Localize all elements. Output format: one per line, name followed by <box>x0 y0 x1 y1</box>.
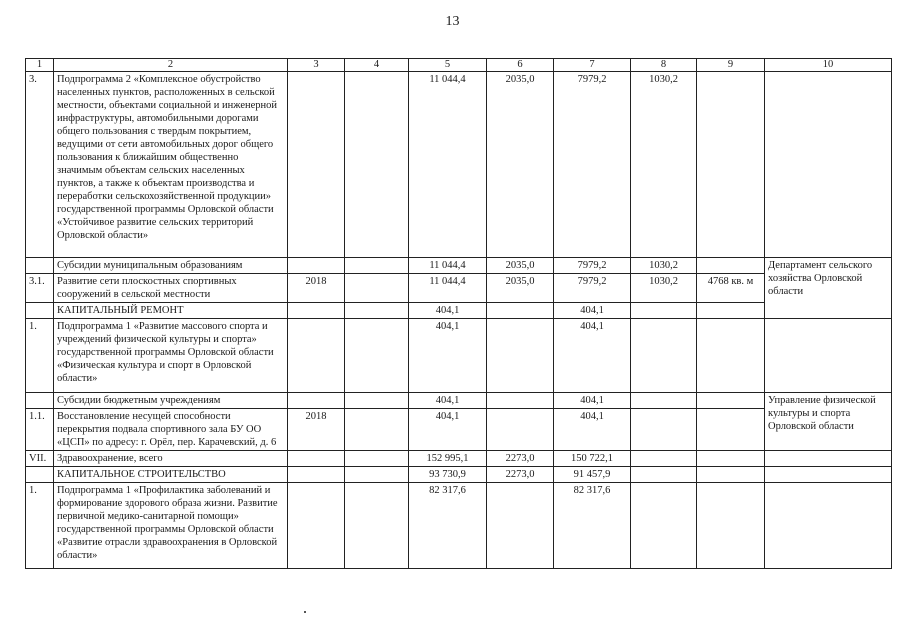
regional-cell: 404,1 <box>554 409 631 451</box>
year-cell <box>288 393 345 409</box>
row-number: 1.1. <box>26 409 54 451</box>
regional-cell: 91 457,9 <box>554 467 631 483</box>
row-name: Восстановление несущей способности перекрытия подвала спортивного зала БУ ОО «ЦСП» по адресу: г. Орёл, пер. Карачевский, д. 6 <box>54 409 288 451</box>
total-cell: 82 317,6 <box>409 483 487 569</box>
year-cell <box>288 303 345 319</box>
regional-cell: 404,1 <box>554 303 631 319</box>
row-number <box>26 467 54 483</box>
total-cell: 404,1 <box>409 303 487 319</box>
col4-cell <box>345 303 409 319</box>
year-cell: 2018 <box>288 274 345 303</box>
capacity-cell <box>697 409 765 451</box>
table-row <box>26 258 892 274</box>
col4-cell <box>345 409 409 451</box>
total-cell: 11 044,4 <box>409 274 487 303</box>
header-cell: 2 <box>54 59 288 72</box>
header-cell: 1 <box>26 59 54 72</box>
total-cell: 93 730,9 <box>409 467 487 483</box>
responsible-cell <box>765 319 892 393</box>
row-name: Развитие сети плоскостных спортивных сооружений в сельской местности <box>54 274 288 303</box>
header-cell: 7 <box>554 59 631 72</box>
regional-cell: 404,1 <box>554 319 631 393</box>
table-row <box>26 467 892 483</box>
capacity-cell <box>697 467 765 483</box>
year-cell <box>288 258 345 274</box>
responsible-cell <box>765 467 892 483</box>
row-number: 3.1. <box>26 274 54 303</box>
col4-cell <box>345 319 409 393</box>
table-row <box>26 483 892 569</box>
local-cell <box>631 409 697 451</box>
header-cell: 10 <box>765 59 892 72</box>
federal-cell: 2035,0 <box>487 258 554 274</box>
row-name: Субсидии муниципальным образованиям <box>54 258 288 274</box>
row-number <box>26 303 54 319</box>
responsible-cell <box>765 303 892 319</box>
col4-cell <box>345 258 409 274</box>
table-row <box>26 319 892 393</box>
col4-cell <box>345 451 409 467</box>
federal-cell: 2035,0 <box>487 72 554 258</box>
row-number: 1. <box>26 483 54 569</box>
row-number <box>26 393 54 409</box>
row-name: Подпрограмма 2 «Комплексное обустройство населенных пунктов, расположенных в сельской местности, объектами социальной и инженерной инфраструктуры, автомобильными дорогами общего пользования с твердым покрытием, ведущими от сети автомобильных дорог общего пользования к ближайшим общественно значимым объектам сельских населенных пунктов, а также к объектам производства и переработки сельскохозяйственной продукции» государственной программы Орловской области «Устойчивое развитие сельских территорий Орловской области» <box>54 72 288 258</box>
year-cell <box>288 72 345 258</box>
capacity-cell <box>697 72 765 258</box>
local-cell: 1030,2 <box>631 274 697 303</box>
federal-cell: 2273,0 <box>487 467 554 483</box>
capacity-cell <box>697 319 765 393</box>
budget-table <box>25 58 892 569</box>
row-name: Здравоохранение, всего <box>54 451 288 467</box>
year-cell <box>288 483 345 569</box>
table-row <box>26 393 892 409</box>
capacity-cell <box>697 258 765 274</box>
row-name: КАПИТАЛЬНЫЙ РЕМОНТ <box>54 303 288 319</box>
header-row <box>26 59 892 72</box>
header-cell: 4 <box>345 59 409 72</box>
regional-cell: 7979,2 <box>554 274 631 303</box>
federal-cell <box>487 483 554 569</box>
total-cell: 11 044,4 <box>409 258 487 274</box>
federal-cell <box>487 393 554 409</box>
capacity-cell <box>697 483 765 569</box>
responsible-cell <box>765 451 892 467</box>
responsible-cell: Управление физической культуры и спорта Орловской области <box>765 393 892 451</box>
table-row <box>26 451 892 467</box>
header-cell: 3 <box>288 59 345 72</box>
scan-speck <box>304 611 306 613</box>
capacity-cell: 4768 кв. м <box>697 274 765 303</box>
row-name: Подпрограмма 1 «Профилактика заболеваний и формирование здорового образа жизни. Развитие первичной медико-санитарной помощи» государственной программы Орловской области «Развитие отрасли здравоохранения в Орловской области» <box>54 483 288 569</box>
year-cell <box>288 319 345 393</box>
table-row <box>26 72 892 258</box>
year-cell <box>288 467 345 483</box>
col4-cell <box>345 393 409 409</box>
federal-cell <box>487 409 554 451</box>
local-cell <box>631 393 697 409</box>
year-cell: 2018 <box>288 409 345 451</box>
row-number: 3. <box>26 72 54 258</box>
regional-cell: 7979,2 <box>554 72 631 258</box>
total-cell: 404,1 <box>409 393 487 409</box>
header-cell: 6 <box>487 59 554 72</box>
row-name: Подпрограмма 1 «Развитие массового спорта и учреждений физической культуры и спорта» государственной программы Орловской области «Физическая культура и спорт в Орловской области» <box>54 319 288 393</box>
col4-cell <box>345 72 409 258</box>
table-row <box>26 274 892 303</box>
row-number <box>26 258 54 274</box>
header-cell: 8 <box>631 59 697 72</box>
federal-cell <box>487 319 554 393</box>
col4-cell <box>345 467 409 483</box>
regional-cell: 7979,2 <box>554 258 631 274</box>
table-row <box>26 303 892 319</box>
responsible-cell <box>765 72 892 258</box>
local-cell <box>631 467 697 483</box>
capacity-cell <box>697 303 765 319</box>
col4-cell <box>345 274 409 303</box>
local-cell <box>631 483 697 569</box>
regional-cell: 404,1 <box>554 393 631 409</box>
header-cell: 9 <box>697 59 765 72</box>
responsible-cell: Департамент сельского хозяйства Орловской области <box>765 258 892 303</box>
row-number: VII. <box>26 451 54 467</box>
federal-cell: 2035,0 <box>487 274 554 303</box>
total-cell: 152 995,1 <box>409 451 487 467</box>
federal-cell <box>487 303 554 319</box>
federal-cell: 2273,0 <box>487 451 554 467</box>
col4-cell <box>345 483 409 569</box>
header-cell: 5 <box>409 59 487 72</box>
local-cell <box>631 303 697 319</box>
capacity-cell <box>697 451 765 467</box>
capacity-cell <box>697 393 765 409</box>
total-cell: 404,1 <box>409 409 487 451</box>
row-name: КАПИТАЛЬНОЕ СТРОИТЕЛЬСТВО <box>54 467 288 483</box>
responsible-cell <box>765 483 892 569</box>
total-cell: 404,1 <box>409 319 487 393</box>
local-cell: 1030,2 <box>631 258 697 274</box>
local-cell <box>631 451 697 467</box>
row-number: 1. <box>26 319 54 393</box>
regional-cell: 150 722,1 <box>554 451 631 467</box>
page-number: 13 <box>445 14 460 29</box>
row-name: Субсидии бюджетным учреждениям <box>54 393 288 409</box>
year-cell <box>288 451 345 467</box>
total-cell: 11 044,4 <box>409 72 487 258</box>
local-cell: 1030,2 <box>631 72 697 258</box>
table-row <box>26 409 892 451</box>
local-cell <box>631 319 697 393</box>
regional-cell: 82 317,6 <box>554 483 631 569</box>
